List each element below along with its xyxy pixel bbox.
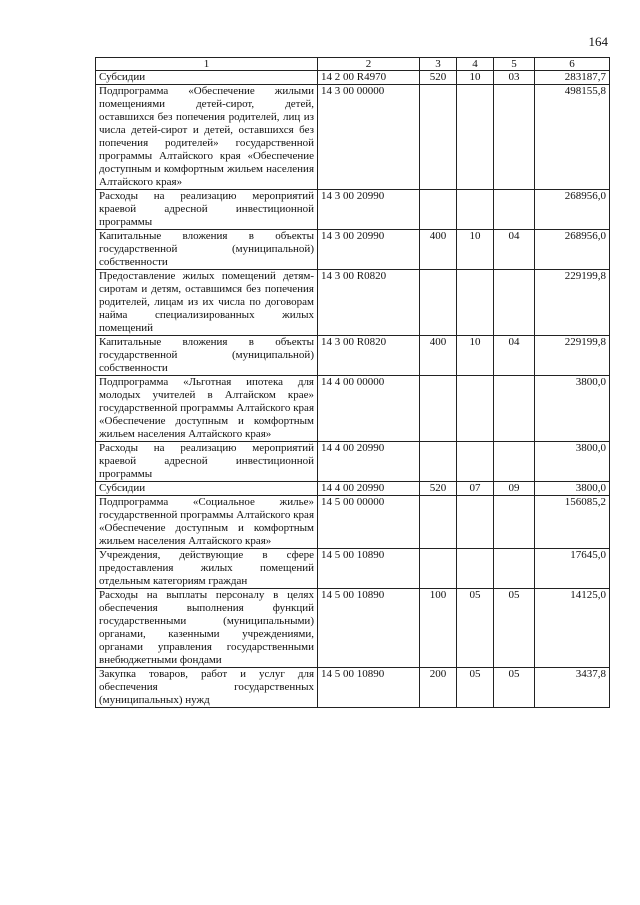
table-row — [96, 496, 610, 549]
row-c5: 09 — [494, 482, 535, 496]
column-header-5: 5 — [494, 58, 535, 71]
row-c3: 520 — [420, 482, 457, 496]
row-c4: 10 — [457, 336, 494, 376]
table-row — [96, 85, 610, 190]
row-c3: 100 — [420, 589, 457, 668]
row-c4 — [457, 376, 494, 442]
row-sum: 268956,0 — [535, 230, 610, 270]
row-name: Субсидии — [96, 71, 318, 85]
row-c5: 03 — [494, 71, 535, 85]
row-c4 — [457, 549, 494, 589]
column-header-6: 6 — [535, 58, 610, 71]
row-code: 14 5 00 10890 — [318, 589, 420, 668]
row-c5 — [494, 190, 535, 230]
row-c4 — [457, 270, 494, 336]
row-sum: 3800,0 — [535, 442, 610, 482]
table-row — [96, 482, 610, 496]
row-c3 — [420, 190, 457, 230]
table-row — [96, 589, 610, 668]
row-name: Капитальные вложения в объекты государственной (муниципальной) собственности — [96, 336, 318, 376]
row-c4: 07 — [457, 482, 494, 496]
row-name: Подпрограмма «Обеспечение жилыми помещениями детей-сирот, детей, оставшихся без попечения родителей, лиц из числа детей-сирот и детей, оставшихся без попечения родителей» государственной программы Алтайского края «Обеспечение доступным и комфортным жильем населения Алтайского края» — [96, 85, 318, 190]
row-name: Закупка товаров, работ и услуг для обеспечения государственных (муниципальных) нужд — [96, 668, 318, 708]
row-c4 — [457, 442, 494, 482]
row-name: Расходы на реализацию мероприятий краевой адресной инвестиционной программы — [96, 190, 318, 230]
row-sum: 3800,0 — [535, 482, 610, 496]
row-code: 14 2 00 R4970 — [318, 71, 420, 85]
budget-table — [95, 57, 610, 708]
table-row — [96, 336, 610, 376]
row-sum: 229199,8 — [535, 270, 610, 336]
row-code: 14 3 00 00000 — [318, 85, 420, 190]
table-row — [96, 442, 610, 482]
row-sum: 14125,0 — [535, 589, 610, 668]
row-c4 — [457, 85, 494, 190]
row-code: 14 3 00 20990 — [318, 230, 420, 270]
row-code: 14 4 00 00000 — [318, 376, 420, 442]
table-row — [96, 190, 610, 230]
row-name: Расходы на реализацию мероприятий краевой адресной инвестиционной программы — [96, 442, 318, 482]
row-sum: 3800,0 — [535, 376, 610, 442]
row-sum: 498155,8 — [535, 85, 610, 190]
table-row — [96, 549, 610, 589]
row-sum: 156085,2 — [535, 496, 610, 549]
column-header-2: 2 — [318, 58, 420, 71]
row-c3 — [420, 270, 457, 336]
row-name: Предоставление жилых помещений детям-сиротам и детям, оставшимся без попечения родителей, лицам из их числа по договорам найма специализированных жилых помещений — [96, 270, 318, 336]
row-c4: 05 — [457, 668, 494, 708]
row-c4 — [457, 496, 494, 549]
row-sum: 283187,7 — [535, 71, 610, 85]
row-code: 14 5 00 00000 — [318, 496, 420, 549]
row-c5 — [494, 549, 535, 589]
row-c5 — [494, 442, 535, 482]
row-code: 14 5 00 10890 — [318, 668, 420, 708]
row-c5 — [494, 376, 535, 442]
row-c4: 10 — [457, 71, 494, 85]
row-c4: 05 — [457, 589, 494, 668]
row-c5: 04 — [494, 336, 535, 376]
row-name: Учреждения, действующие в сфере предоставления жилых помещений отдельным категориям граждан — [96, 549, 318, 589]
row-code: 14 3 00 R0820 — [318, 336, 420, 376]
table-row — [96, 230, 610, 270]
column-header-4: 4 — [457, 58, 494, 71]
row-c5 — [494, 496, 535, 549]
row-name: Подпрограмма «Льготная ипотека для молодых учителей в Алтайском крае» государственной программы Алтайского края «Обеспечение доступным и комфортным жильем населения Алтайского края» — [96, 376, 318, 442]
row-name: Подпрограмма «Социальное жилье» государственной программы Алтайского края «Обеспечение доступным и комфортным жильем населения Алтайского края» — [96, 496, 318, 549]
row-name: Субсидии — [96, 482, 318, 496]
row-c3 — [420, 496, 457, 549]
table-header-row — [96, 58, 610, 71]
row-code: 14 4 00 20990 — [318, 442, 420, 482]
row-c3: 520 — [420, 71, 457, 85]
row-c3 — [420, 549, 457, 589]
table-row — [96, 71, 610, 85]
row-code: 14 3 00 R0820 — [318, 270, 420, 336]
row-c3 — [420, 442, 457, 482]
row-name: Капитальные вложения в объекты государственной (муниципальной) собственности — [96, 230, 318, 270]
column-header-1: 1 — [96, 58, 318, 71]
row-code: 14 4 00 20990 — [318, 482, 420, 496]
row-c3: 200 — [420, 668, 457, 708]
row-c5 — [494, 85, 535, 190]
row-c3 — [420, 376, 457, 442]
table-row — [96, 376, 610, 442]
row-name: Расходы на выплаты персоналу в целях обеспечения выполнения функций государственными (муниципальными) органами, казенными учреждениями, органами управления государственными внебюджетными фондами — [96, 589, 318, 668]
row-c5: 05 — [494, 668, 535, 708]
row-code: 14 5 00 10890 — [318, 549, 420, 589]
table-row — [96, 668, 610, 708]
row-c3 — [420, 85, 457, 190]
row-c5: 04 — [494, 230, 535, 270]
row-sum: 3437,8 — [535, 668, 610, 708]
row-c5 — [494, 270, 535, 336]
row-sum: 229199,8 — [535, 336, 610, 376]
row-code: 14 3 00 20990 — [318, 190, 420, 230]
page-number: 164 — [588, 34, 608, 49]
row-c4 — [457, 190, 494, 230]
row-c5: 05 — [494, 589, 535, 668]
row-c3: 400 — [420, 230, 457, 270]
column-header-3: 3 — [420, 58, 457, 71]
row-sum: 268956,0 — [535, 190, 610, 230]
row-c4: 10 — [457, 230, 494, 270]
row-sum: 17645,0 — [535, 549, 610, 589]
table-row — [96, 270, 610, 336]
row-c3: 400 — [420, 336, 457, 376]
